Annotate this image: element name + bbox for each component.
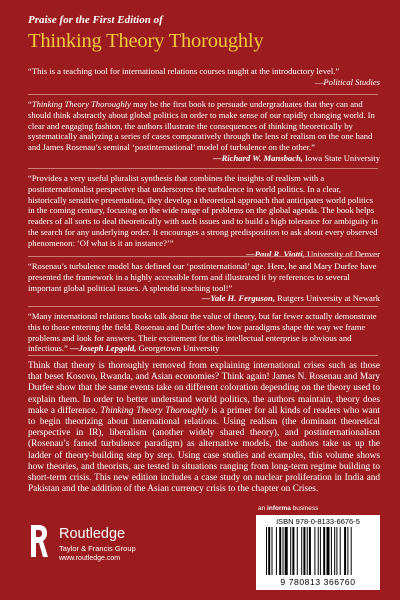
quote-text: “This is a teaching tool for international relations courses taught at the introductory level.” <box>28 66 340 76</box>
divider <box>28 306 378 307</box>
routledge-logo-icon <box>28 521 48 559</box>
quote-author: —Richard W. Mansbach, <box>212 152 303 163</box>
review-quote-2: “Thinking Theory Thoroughly may be the first book to persuade undergraduates that they can and should think abstractly about global politics in order to make sense of our rapidly changing world. In clear and engaging fashion, the authors illustrate the consequences of thinking theoretically by systematically analyzing a series of cases comparatively through the lens of realism on the one hand and James Rosenau’s seminal ‘postinternational’ model of turbulence on the other.” —Richard W. Mansbach, Iowa State University <box>28 99 380 163</box>
informa-word: informa <box>267 505 291 512</box>
informa-prefix: an <box>258 505 268 512</box>
quote-affiliation: University of Denver <box>304 248 380 259</box>
publisher-name: Routledge <box>59 526 126 542</box>
quote-book-title: Thinking Theory Thoroughly <box>31 99 131 109</box>
quote-affiliation: Rutgers University at Newark <box>274 293 380 304</box>
divider <box>28 168 378 169</box>
review-quote-3 <box>28 173 380 259</box>
informa-tagline <box>258 505 318 513</box>
quote-author: —Joseph Lepgold, <box>70 343 137 354</box>
cover-header <box>28 14 378 53</box>
quote-attribution <box>28 249 380 260</box>
quote-author: —Paul R. Viotti, <box>246 248 305 259</box>
description-part-1: Think that theory is thoroughly removed from explaining international crises such as those that beset Kosovo, Rwanda, and Asian economies? Think again! James N. Rosenau and Mary Durfee show that the same events take on different coloration depending on the theory used to explain them. In order to better understand world politics, the authors maintain, theory does make a difference. <box>28 361 380 416</box>
quote-author: —Yale H. Ferguson, <box>201 293 275 304</box>
review-quote-5 <box>28 311 380 354</box>
publisher-url: www.routledge.com <box>59 555 121 562</box>
quote-affiliation: Iowa State University <box>302 152 380 163</box>
quote-text: “Rosenau’s turbulence model has defined our ‘postinternational’ age. Here, he and Mary Durfee have presented the framework in a highly accessible form and illustrated it by references to several important global political issues. A splendid teaching tool!” <box>28 261 377 293</box>
divider <box>28 355 378 356</box>
review-quote-4 <box>28 261 380 304</box>
divider <box>28 94 378 95</box>
quote-text: “Many international relations books talk about the value of theory, but far fewer actually demonstrate this to those entering the field. Rosenau and Durfee show how paradigms shape the way we frame problems and look for answers. Their excitement for this intellectual enterprise is obvious and infectious.” <box>28 311 377 354</box>
barcode-icon <box>266 527 370 577</box>
quote-affiliation: Georgetown University <box>136 343 220 354</box>
quote-text: “Provides a very useful pluralist synthesis that combines the insights of realism with a postinternationalist perspective that underscores the turbulence in world politics. In a clear, historically sensitive presentation, they develop a theoretical approach that anticipates world politics in the coming century, focusing on the wide range of problems on the global agenda. The book helps readers of all sorts to deal theoretically with such issues and to build a high tolerance for ambiguity in the search for any underlying order. It encourages a strong predisposition to ask about every observed phenomenon: ‘Of what is it an instance?’” <box>28 173 378 248</box>
quote-source: Political Studies <box>323 76 380 87</box>
book-description <box>28 361 380 495</box>
publisher-group: Taylor & Francis Group <box>59 544 136 553</box>
quote-text: may be the first book to persuade undergraduates that they can and should think abstractly about global politics in order to make sense of our rapidly changing world. In clear and engaging fashion, the authors illustrate the consequences of thinking theoretically by systematically analyzing a series of cases comparatively through the lens of realism on the one hand and James Rosenau’s seminal ‘postinternational’ model of turbulence on the other.” <box>28 99 375 153</box>
isbn-label: ISBN 978-0-8133-6676-5 <box>276 517 360 526</box>
informa-suffix: business <box>290 505 319 512</box>
book-title: Thinking Theory Thoroughly <box>28 30 264 52</box>
quote-attribution <box>28 153 380 164</box>
divider <box>28 256 378 257</box>
barcode-box <box>256 515 380 590</box>
review-quote-1: “This is a teaching tool for international relations courses taught at the introductory level.” —Political Studies <box>28 66 380 87</box>
praise-heading: Praise for the First Edition of <box>28 14 163 26</box>
quote-attribution <box>28 293 380 304</box>
description-part-2: is a primer for all kinds of readers who want to begin theorizing about international relations. Using realism (the dominant theoretical perspective in IR), liberalism (another widely shared theory), and postinternationalism (Rosenau’s famed turbulence paradigm) as alternative models, the authors take us up the ladder of theory-building step by step. Using case studies and examples, this volume shows how theories, and theorists, are tested in situations ranging from long-term regime building to short-term crisis. This new edition includes a case study on nuclear proliferation in India and Pakistan and the addition of the Asian currency crisis to the chapter on Crises. <box>28 405 381 495</box>
description-title: Thinking Theory Thoroughly <box>100 405 209 416</box>
barcode-number: 9 780813 366760 <box>280 577 356 587</box>
